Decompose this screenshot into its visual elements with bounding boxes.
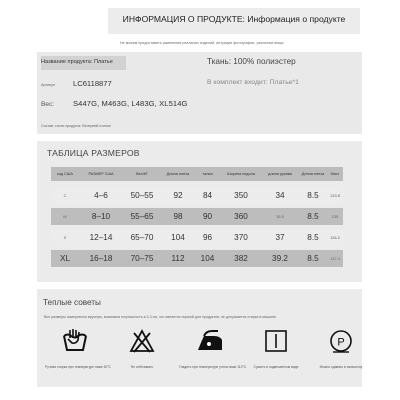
set-info: В комплект входит: Платье*1 — [207, 79, 299, 86]
table-cell: 8.5 — [307, 233, 319, 242]
care-item — [246, 326, 306, 374]
table-cell: 37 — [275, 233, 285, 242]
page-title: ИНФОРМАЦИЯ О ПРОДУКТЕ: Информация о продукте — [122, 14, 346, 24]
care-item — [45, 326, 111, 374]
table-cell: 70–75 — [130, 254, 154, 263]
header-cell: код США — [57, 172, 73, 176]
care-caption: Не отбеливать — [130, 365, 154, 369]
table-cell: 8.5 — [307, 254, 319, 263]
care-caption: Ручная стирка при температуре ниже 30°С — [45, 365, 111, 369]
table-cell: 98 — [173, 212, 183, 221]
table-cell: 92 — [173, 191, 183, 200]
table-cell: 350 — [234, 191, 248, 200]
header-cell: Длина плеча — [166, 172, 190, 176]
weight-value: S447G, M463G, L483G, XL514G — [73, 99, 188, 108]
table-cell: 55–65 — [130, 212, 154, 221]
table-cell: 12–14 — [89, 233, 113, 242]
care-item — [311, 326, 371, 374]
table-cell: 133.8 — [330, 193, 340, 198]
care-icons-row — [37, 326, 362, 374]
table-cell: 84 — [202, 191, 213, 200]
table-cell: 104 — [171, 233, 185, 242]
table-cell: 370 — [234, 233, 248, 242]
care-caption: Гладить при температуре утюга ниже 110°C — [179, 365, 247, 369]
care-caption: Сушить в подвешенном виде — [253, 365, 299, 369]
table-cell: 112 — [171, 254, 185, 263]
table-cell: 34 — [275, 191, 285, 200]
table-row — [51, 208, 343, 225]
table-cell: 382 — [234, 254, 248, 263]
care-item — [179, 326, 247, 374]
header-cell: длина рукава — [268, 172, 292, 176]
product-info-panel — [37, 52, 362, 134]
tips-panel — [37, 289, 362, 387]
article-label: Артикул — [41, 83, 56, 87]
header-cell: РАЗМЕР США — [88, 172, 114, 176]
table-cell: 90 — [202, 212, 213, 221]
size-chart-panel — [37, 141, 362, 282]
article-value: LC6118877 — [73, 79, 112, 88]
table-cell: 4–6 — [94, 191, 108, 200]
table-cell: 16–18 — [89, 254, 113, 263]
table-cell: М — [63, 214, 67, 219]
table-cell: 8.5 — [307, 212, 319, 221]
table-cell: 360 — [234, 212, 248, 221]
header-cell: талия — [202, 172, 213, 176]
fabric-info: Ткань: 100% полиэстер — [207, 57, 296, 66]
table-row — [51, 229, 343, 246]
header-cell: Длина плеча — [301, 172, 325, 176]
product-info-page — [30, 0, 370, 400]
title-banner — [108, 8, 360, 34]
size-chart-title: ТАБЛИЦА РАЗМЕРОВ — [47, 148, 140, 158]
table-cell: 35.5 — [276, 214, 284, 219]
care-caption: Можно сдавать в химчистку — [319, 365, 363, 369]
table-cell: 8.5 — [307, 191, 319, 200]
product-name: Название продукта: Платье — [41, 59, 113, 65]
care-item — [112, 326, 172, 374]
size-table-header — [51, 167, 343, 181]
tips-title: Теплые советы — [43, 298, 101, 307]
table-cell: 65–70 — [130, 233, 154, 242]
table-cell: 96 — [202, 233, 213, 242]
table-cell: С — [63, 193, 67, 198]
table-cell: 8–10 — [91, 212, 111, 221]
table-cell: 137.4 — [330, 256, 340, 261]
table-cell: XL — [59, 254, 70, 263]
disclaimer-note: Не можем предоставить изменения реальных изделий, интуиции фотографии, реальные вещи — [120, 41, 284, 45]
table-cell: 50–55 — [130, 191, 154, 200]
table-cell: Л — [63, 235, 67, 240]
table-row — [51, 250, 343, 267]
header-cell: бюст — [330, 172, 340, 176]
header-cell: Вес/КГ — [136, 172, 148, 176]
svg-text:P: P — [337, 336, 345, 349]
table-row — [51, 187, 343, 204]
table-cell: 39.2 — [272, 254, 288, 263]
table-cell: 135 — [331, 214, 339, 219]
table-cell: 104 — [200, 254, 215, 263]
table-cell: 136.2 — [330, 235, 340, 240]
weight-label: Вес: — [41, 101, 55, 108]
style-note: Состав: стиль продукта: Вечерний платье — [41, 124, 111, 128]
tips-text: Все размеры измеряются вручную, возможна погрешность в 2-3 см, что является нормой для продуктов, не допускается стирка в машине. — [44, 315, 277, 319]
header-cell: Ширина подола — [227, 172, 255, 176]
